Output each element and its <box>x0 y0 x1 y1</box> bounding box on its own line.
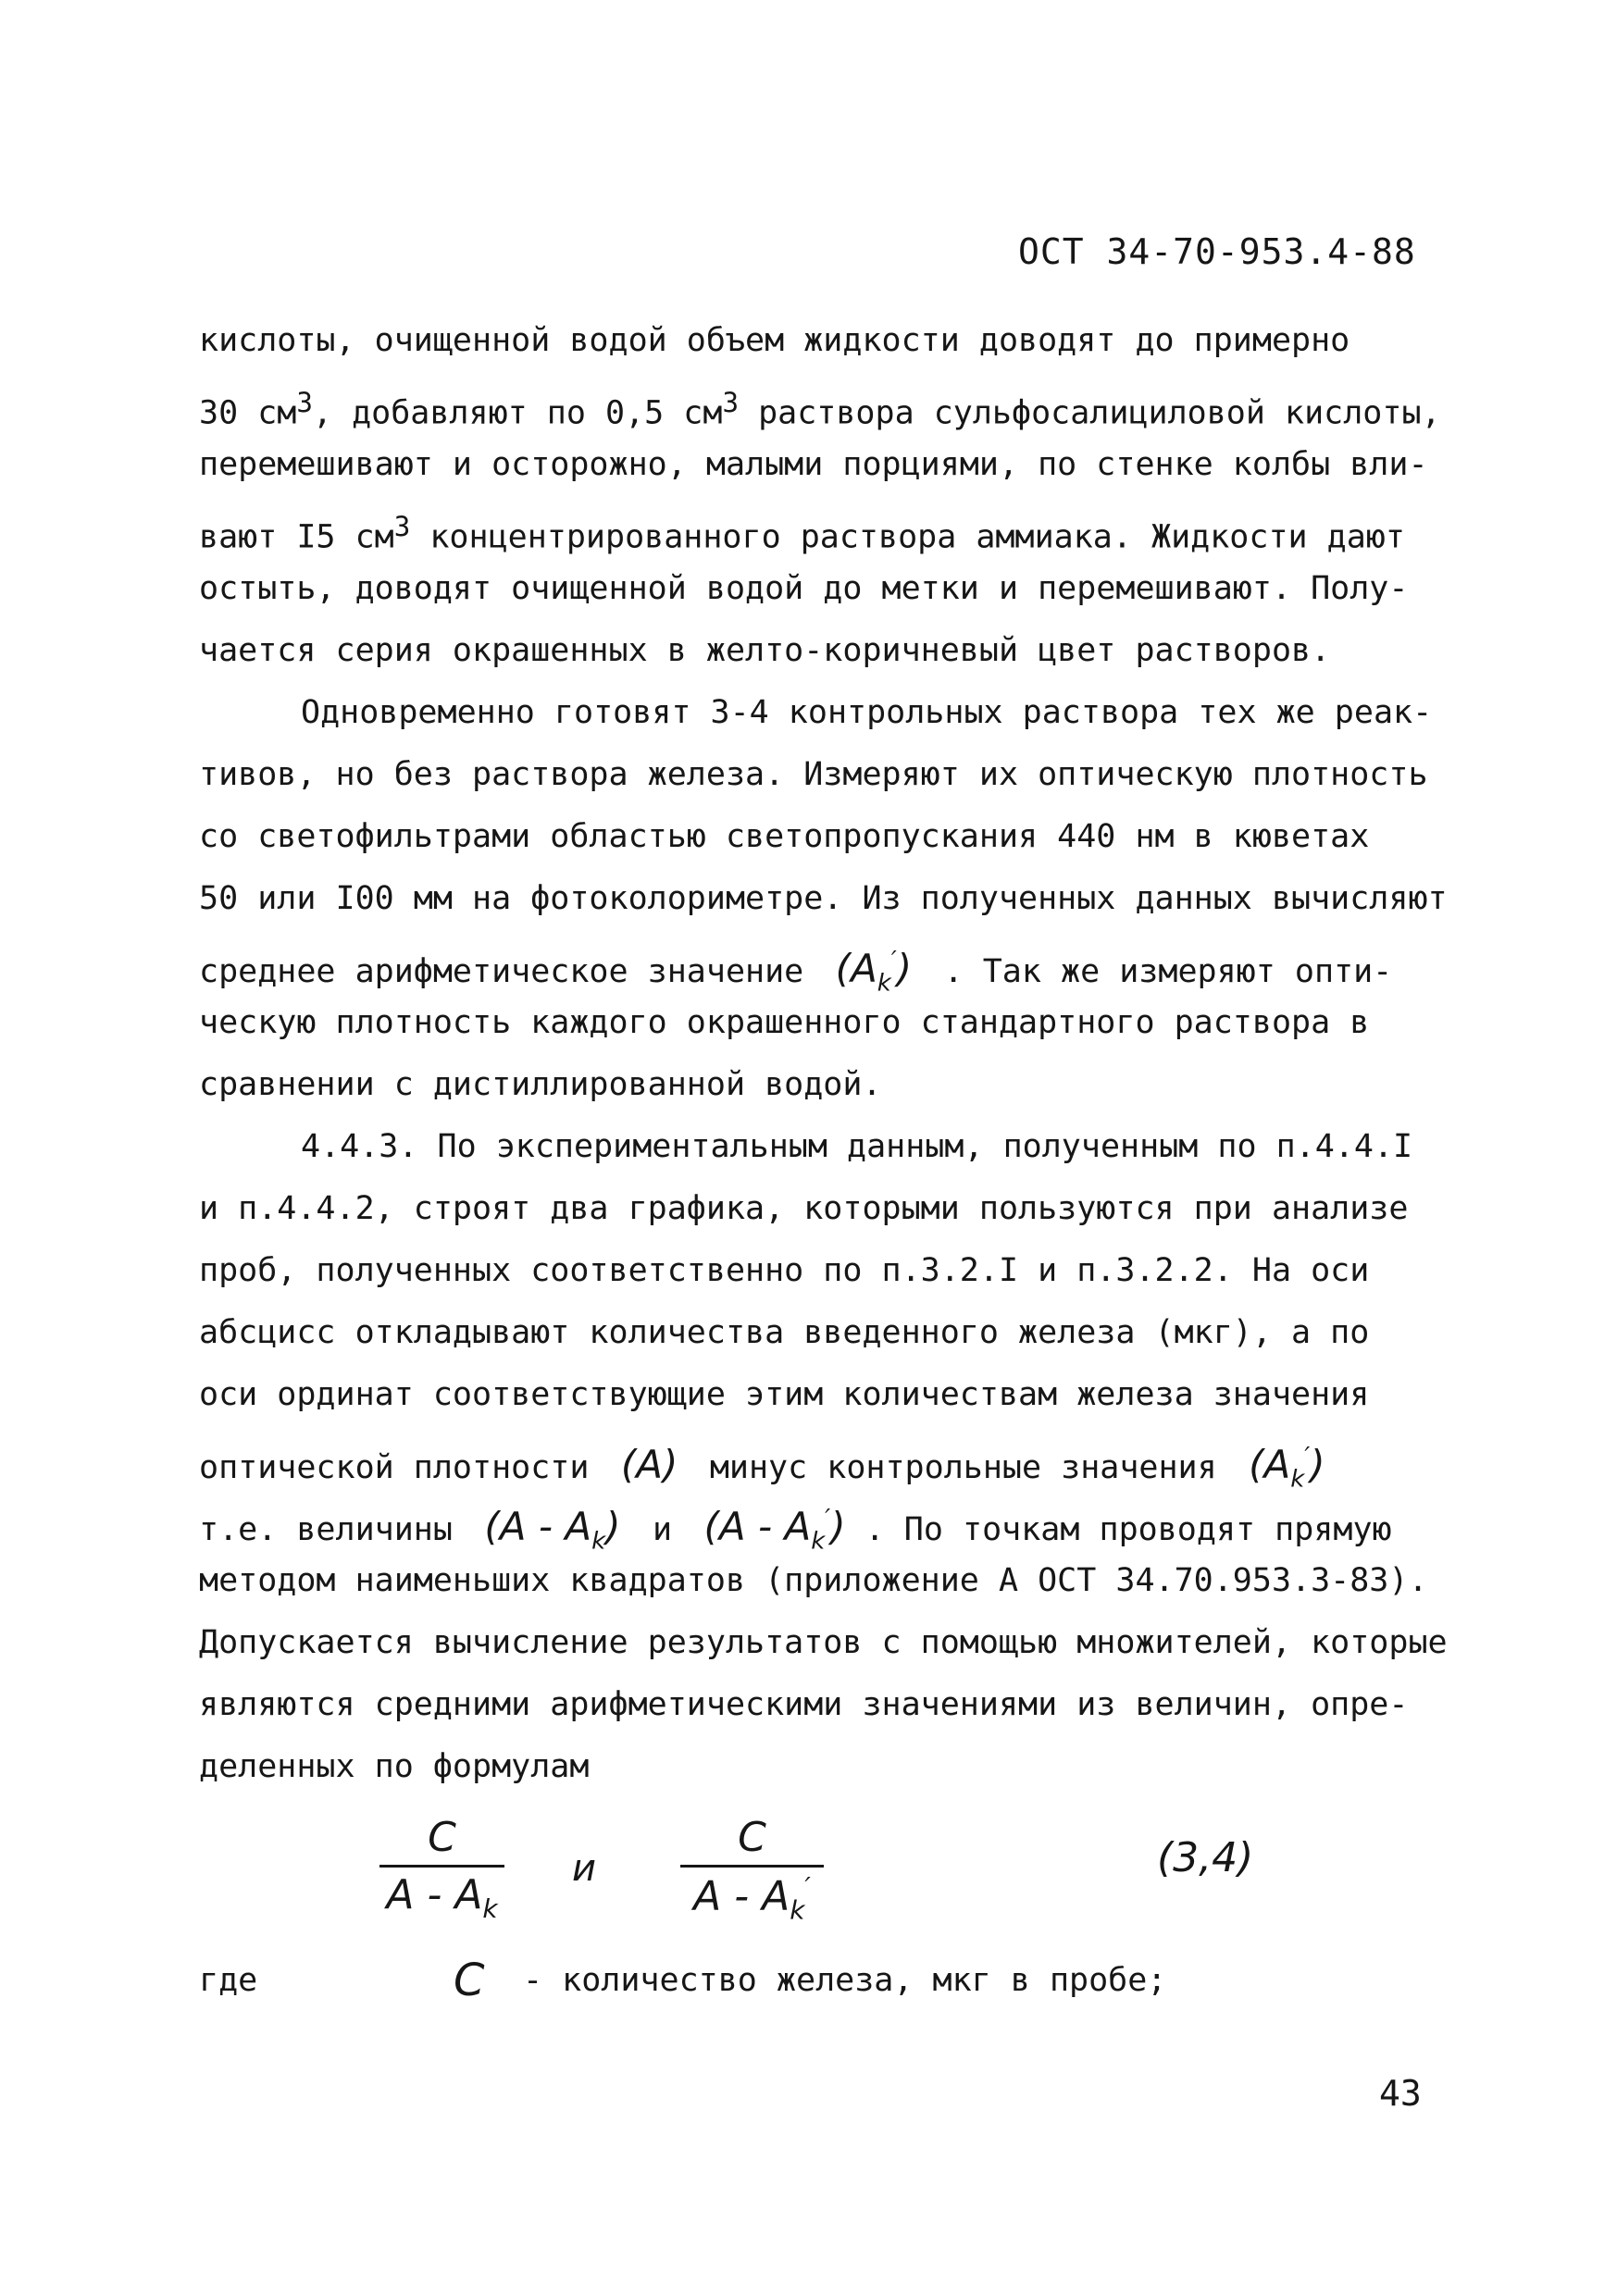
text-line: вают I5 $см^3$ концентрированного раствора аммиака. Жидкости дают <box>199 511 1405 556</box>
text-line: тивов, но без раствора железа. Измеряют их оптическую плотность <box>199 756 1428 793</box>
text-line: 50 или I00 мм на фотоколориметре. Из полученных данных вычисляют <box>199 880 1448 917</box>
text-line: перемешивают и осторожно, малыми порциями, по стенке колбы вли- <box>199 446 1428 483</box>
text-line: ческую плотность каждого окрашенного стандартного раствора в <box>199 1004 1370 1041</box>
handwritten-term: $(A_k')$ <box>823 946 925 998</box>
text-line: кислоты, очищенной водой объем жидкости доводят до примерно <box>199 322 1350 359</box>
handwritten-term: $(A - A_k)$ <box>472 1504 633 1556</box>
text-line: оптической плотности (A) минус контрольные значения $(A_k')$ <box>199 1442 1325 1494</box>
fraction-1: C A - $A_k$ <box>379 1814 504 1924</box>
handwritten-term: (A) <box>608 1442 690 1487</box>
superscript: 3 <box>296 387 313 418</box>
body-text <box>199 310 1449 1798</box>
text-line: Одновременно готовят 3-4 контрольных раствора тех же реак- <box>301 694 1433 731</box>
text-line: сравнении с дистиллированной водой. <box>199 1066 882 1103</box>
text-line: абсцисс откладывают количества введенного железа (мкг), а по <box>199 1314 1370 1351</box>
superscript: 3 <box>393 511 411 542</box>
page-number: 43 <box>1379 2073 1422 2114</box>
text-line: 4.4.3. По экспериментальным данным, полученным по п.4.4.I <box>301 1128 1413 1165</box>
document-code: ОСТ 34-70-953.4-88 <box>1018 231 1416 272</box>
text-line: чается серия окрашенных в желто-коричневый цвет растворов. <box>199 632 1331 669</box>
text-line: 30 $см^3$, добавляют по 0,5 $см^3$ раствора сульфосалициловой кислоты, <box>199 387 1441 432</box>
text-line: среднее арифметическое значение $(A_k')$ . Так же измеряют опти- <box>199 946 1393 998</box>
text-line: методом наименьших квадратов (приложение А ОСТ 34.70.953.3-83). <box>199 1562 1428 1599</box>
text-line: остыть, доводят очищенной водой до метки и перемешивают. Полу- <box>199 570 1409 607</box>
equation-number: (3,4) <box>1157 1834 1254 1881</box>
text-line: являются средними арифметическими значениями из величин, опре- <box>199 1686 1409 1723</box>
text-line: оси ординат соответствующие этим количествам железа значения <box>199 1376 1370 1413</box>
text-line: проб, полученных соответственно по п.3.2.I и п.3.2.2. На оси <box>199 1252 1370 1289</box>
formula-block <box>352 1814 1370 1943</box>
superscript: 3 <box>722 387 739 418</box>
text-line: т.е. величины $(A - A_k)$ и $(A - A_k')$ . По точкам проводят прямую <box>199 1504 1392 1556</box>
text-line: деленных по формулам <box>199 1748 590 1785</box>
where-clause <box>199 1955 1402 2006</box>
fraction-2: C A - $A_k'$ <box>680 1814 824 1925</box>
handwritten-term: $(A - A_k')$ <box>691 1504 846 1556</box>
where-word: где <box>199 1962 258 1999</box>
handwritten-term: $(A_k')$ <box>1236 1442 1325 1494</box>
text-line: Допускается вычисление результатов с помощью множителей, которые <box>199 1624 1448 1661</box>
text-line: со светофильтрами областью светопропускания 440 нм в кюветах <box>199 818 1370 855</box>
conjunction: и <box>572 1847 596 1890</box>
text-line: и п.4.4.2, строят два графика, которыми пользуются при анализе <box>199 1190 1409 1227</box>
variable-c: C <box>454 1955 485 2006</box>
variable-description: - количество железа, мкг в пробе; <box>523 1962 1167 1999</box>
